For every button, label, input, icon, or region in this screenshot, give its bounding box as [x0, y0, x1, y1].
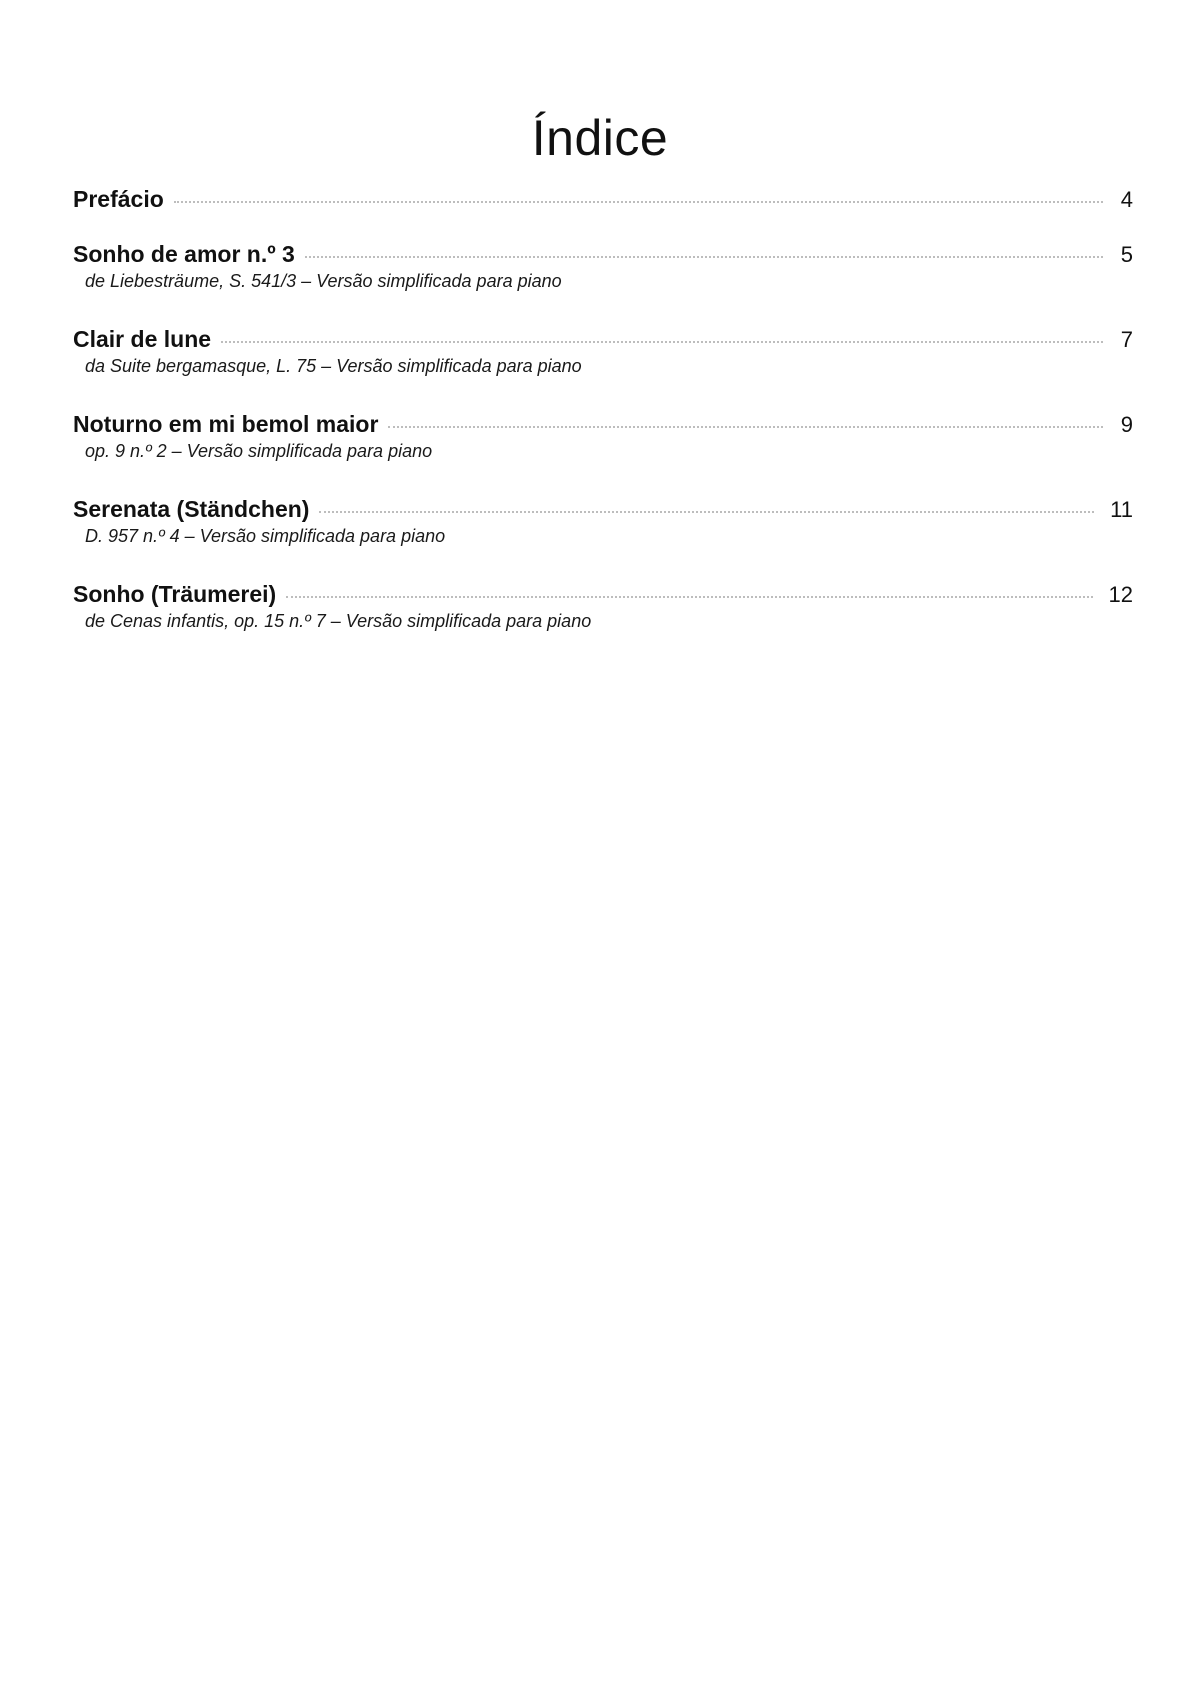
toc-page-number: 5 — [1120, 242, 1133, 267]
toc-page-number: 9 — [1120, 412, 1133, 437]
toc-entry-row — [73, 579, 1133, 609]
dot-leader — [286, 596, 1092, 598]
toc-entry-title: Prefácio — [73, 186, 164, 212]
toc-entry-subtitle: D. 957 n.º 4 – Versão simplificada para piano — [85, 526, 446, 546]
toc-entry-subtitle: de Liebesträume, S. 541/3 – Versão simplificada para piano — [85, 271, 562, 291]
toc-entry-title: Noturno em mi bemol maior — [73, 411, 379, 437]
toc-entry-clair-de-lune — [73, 324, 1133, 378]
dot-leader — [305, 256, 1103, 258]
toc-entry-row — [73, 494, 1133, 524]
toc-entry-subtitle: da Suite bergamasque, L. 75 – Versão simplificada para piano — [85, 356, 582, 376]
toc-entry-title: Sonho de amor n.º 3 — [73, 241, 295, 267]
toc-entry-title: Serenata (Ständchen) — [73, 496, 310, 522]
toc-entry-row — [73, 324, 1133, 354]
page-title: Índice — [531, 109, 669, 166]
toc-entry-serenata — [73, 494, 1133, 548]
toc-entry-traumerei — [73, 579, 1133, 633]
dot-leader — [319, 511, 1094, 513]
dot-leader — [221, 341, 1103, 343]
toc-entry-subtitle: op. 9 n.º 2 – Versão simplificada para piano — [85, 441, 433, 461]
dot-leader — [174, 201, 1103, 203]
toc-entry-row — [73, 239, 1133, 269]
toc-page-number: 4 — [1120, 187, 1133, 212]
toc-entry-title: Clair de lune — [73, 326, 212, 352]
dot-leader — [388, 426, 1103, 428]
toc-entry-row — [73, 409, 1133, 439]
toc-page-number: 12 — [1108, 582, 1133, 607]
toc-page-number: 11 — [1110, 497, 1133, 522]
toc-page-number: 7 — [1120, 327, 1133, 352]
toc-entry-sonho-de-amor — [73, 239, 1133, 293]
toc-entry-subtitle: de Cenas infantis, op. 15 n.º 7 – Versão simplificada para piano — [85, 611, 592, 631]
toc-entry-title: Sonho (Träumerei) — [73, 581, 277, 607]
toc-entry-prefacio — [73, 184, 1133, 214]
toc-entry-noturno — [73, 409, 1133, 463]
toc-entry-row — [73, 184, 1133, 214]
